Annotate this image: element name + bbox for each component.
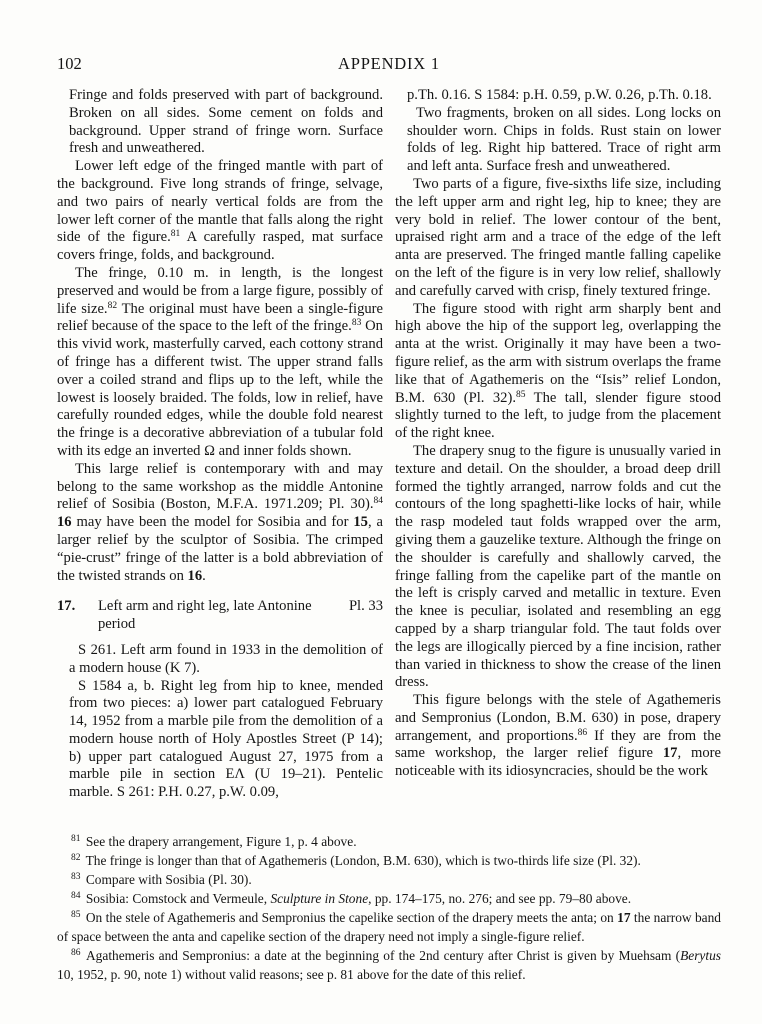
paragraph: The drapery snug to the figure is unusually varied in texture and detail. On the shoulder, a broad deep drill formed the tightly arranged, narrow folds and cut the contours of the long spaghetti-like locks of hair, while the rasp modeled taut folds wrapped over the arm, giving them a gauzelike texture. Although the fringe on the shoulder is carefully and shallowly carved, the fringe falling from the capelike part of the mantle on the left is crisply carved and metallic in texture. Even the knee is peculiar, isolated and resembling an egg capped by a sharp triangular fold. The taut folds over the legs are illogically pierced by a fine incision, rather than varied in thickness to show the crease of the linen dress. bbox=[395, 442, 721, 691]
footnote bbox=[57, 946, 721, 984]
footnotes bbox=[57, 832, 721, 984]
footnote-number: 81 bbox=[71, 834, 81, 844]
footnote-text: Agathemeris and Sempronius: a date at the beginning of the 2nd century after Christ is given by Muehsam (Berytus 10, 1952, p. 90, note 1) without valid reasons; see p. 81 above for the date of this relief. bbox=[57, 948, 721, 982]
text-columns bbox=[57, 87, 721, 833]
footnote-text: The fringe is longer than that of Agathemeris (London, B.M. 630), which is two-thirds life size (Pl. 32). bbox=[82, 853, 641, 868]
footnote-number: 85 bbox=[71, 910, 81, 920]
catalog-description: p.Th. 0.16. S 1584: p.H. 0.59, p.W. 0.26, p.Th. 0.18. bbox=[407, 87, 712, 103]
entry-number: 17. bbox=[57, 598, 76, 615]
running-title: APPENDIX 1 bbox=[338, 54, 440, 73]
entry-plate-ref: Pl. 33 bbox=[348, 598, 383, 615]
paragraph: This figure belongs with the stele of Agathemeris and Sempronius (London, B.M. 630) in pose, drapery arrangement, and proportions.$^{86}$ If they are from the same workshop, the larger relief figure 17, more noticeable with its idiosyncracies, should be the work bbox=[395, 692, 721, 780]
entry-title: Left arm and right leg, late Antonine period bbox=[98, 598, 312, 633]
footnote bbox=[57, 851, 721, 870]
footnote bbox=[57, 908, 721, 946]
footnote-number: 86 bbox=[71, 948, 81, 958]
paragraph: Lower left edge of the fringed mantle with part of the background. Five long strands of fringe, selvage, and two pairs of nearly vertical folds are from the lower left corner of the mantle that falls along the right side of the figure.$^{81}$ A carefully rasped, mat surface covers fringe, folds, and background. bbox=[57, 158, 383, 264]
paragraph: Two parts of a figure, five-sixths life size, including the left upper arm and right leg, hip to knee; they are very bold in relief. The lower contour of the bent, upraised right arm and a trace of the edge of the left anta are preserved. The fringed mantle falling capelike on the left of the figure is in very low relief, shallowly and carefully carved with crisp, finely textured fringe. bbox=[395, 175, 721, 299]
right-column bbox=[395, 87, 721, 833]
paragraph: This large relief is contemporary with and may belong to the same workshop as the middle Antonine relief of Sosibia (Boston, M.F.A. 1971.209; Pl. 30).$^{84}$ 16 may have been the model for Sosibia and for 15, a larger relief by the sculptor of Sosibia. The crimped “pie-crust” fringe of the latter is a bold abbreviation of the twisted strands on 16. bbox=[57, 460, 383, 584]
footnote-text: On the stele of Agathemeris and Sempronius the capelike section of the drapery meets the anta; on 17 the narrow band of space between the anta and capelike section of the drapery need not imply a single-figure relief. bbox=[57, 910, 721, 944]
page-number: 102 bbox=[57, 54, 82, 73]
footnote-number: 82 bbox=[71, 853, 81, 863]
footnote bbox=[57, 889, 721, 908]
footnote-text: Compare with Sosibia (Pl. 30). bbox=[82, 872, 252, 887]
footnote-number: 83 bbox=[71, 872, 81, 882]
catalog-description: Fringe and folds preserved with part of background. Broken on all sides. Some cement on folds and background. Upper strand of fringe worn. Surface fresh and unweathered. bbox=[69, 87, 383, 157]
footnote-number: 84 bbox=[71, 891, 81, 901]
footnote bbox=[57, 832, 721, 851]
catalog-description: S 261. Left arm found in 1933 in the demolition of a modern house (K 7). bbox=[69, 641, 383, 676]
paragraph: The fringe, 0.10 m. in length, is the longest preserved and would be from a large figure, possibly of life size.$^{82}$ The original must have been a single-figure relief because of the space to the left of the fringe.$^{83}$ On this vivid work, masterfully carved, each cottony strand of fringe has a different twist. The upper strand falls over a coiled strand and flips up to the left, while the lowest is loosely braided. The folds, low in relief, have carefully rounded edges, while the double fold nearest the fringe is a decorative abbreviation of a tubular fold with its edge an inverted Ω and inner folds shown. bbox=[57, 264, 383, 459]
catalog-description: Two fragments, broken on all sides. Long locks on shoulder worn. Chips in folds. Rust stain on lower folds of leg. Right hip battered. Trace of right arm and left anta. Surface fresh and unweathered. bbox=[407, 104, 721, 175]
left-column bbox=[57, 87, 383, 833]
entry-heading bbox=[57, 598, 383, 634]
footnote bbox=[57, 870, 721, 889]
running-head bbox=[57, 0, 721, 75]
footnote-text: Sosibia: Comstock and Vermeule, Sculpture in Stone, pp. 174–175, no. 276; and see pp. 79–80 above. bbox=[82, 891, 632, 906]
paragraph: The figure stood with right arm sharply bent and high above the hip of the support leg, overlapping the anta at the wrist. Originally it may have been a two-figure relief, as the arm with sistrum overlaps the frame like that of Agathemeris on the “Isis” relief London, B.M. 630 (Pl. 32).$^{85}$ The tall, slender figure stood slightly turned to the left, to judge from the placement of the right knee. bbox=[395, 300, 721, 442]
footnote-text: See the drapery arrangement, Figure 1, p. 4 above. bbox=[82, 834, 357, 849]
catalog-description: S 1584 a, b. Right leg from hip to knee, mended from two pieces: a) lower part catalogued February 14, 1952 from a marble pile from the demolition of a modern house north of Holy Apostles Street (P 14); b) upper part catalogued August 27, 1975 from a marble pile in section ΕΛ (U 19–21). Pentelic marble. S 261: P.H. 0.27, p.W. 0.09, bbox=[69, 677, 383, 801]
